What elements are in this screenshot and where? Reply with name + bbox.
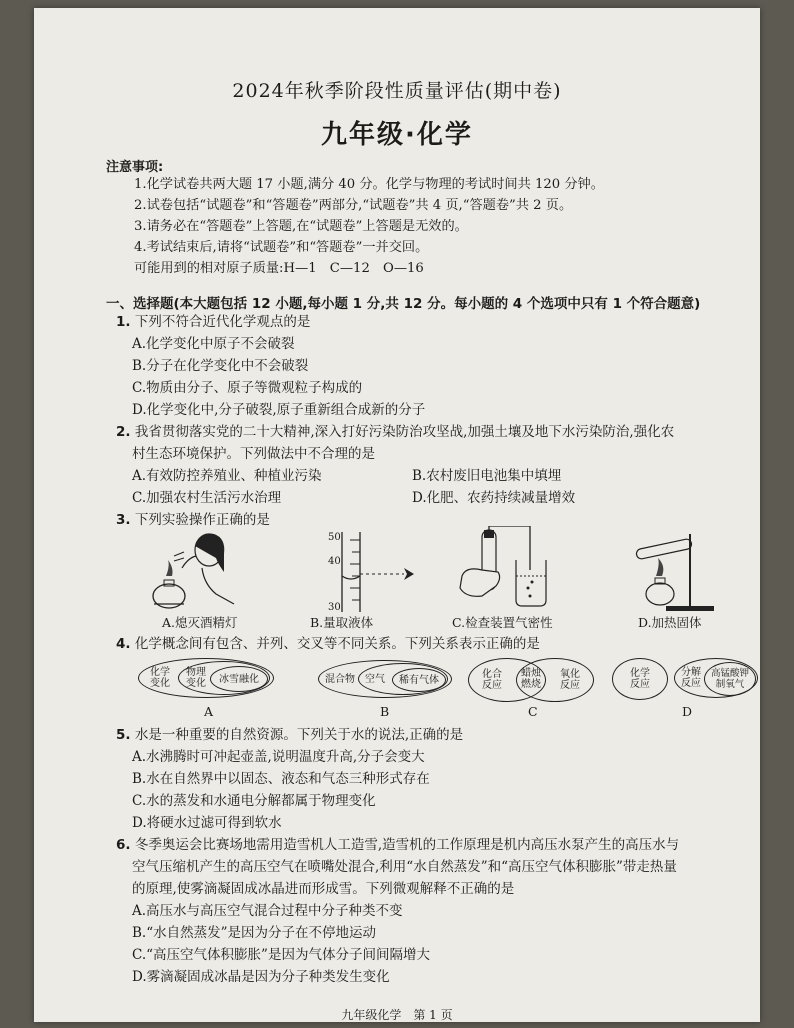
- question-6: [116, 836, 679, 855]
- option-d: D.将硬水过滤可得到软水: [132, 815, 282, 831]
- notice-item: 3.请务必在“答题卷”上答题,在“试题卷”上答题是无效的。: [134, 219, 468, 234]
- notice-heading: 注意事项:: [106, 160, 164, 175]
- diagram-c-mid-label: 蜡烛燃烧: [521, 668, 541, 690]
- question-number: 5.: [116, 727, 131, 743]
- figure-caption-a: A.熄灭酒精灯: [162, 615, 238, 630]
- diagram-b-inner: 稀有气体: [392, 668, 446, 692]
- diagram-a-inner: 冰雪融化: [210, 666, 268, 692]
- question-2: [116, 423, 674, 442]
- diagram-c-label: C: [528, 704, 538, 719]
- option-b: B.分子在化学变化中不会破裂: [132, 358, 309, 374]
- diagram-c-left-label: 化合反应: [482, 669, 502, 691]
- figure-caption-b: B.量取液体: [310, 615, 374, 630]
- diagram-c-right-label: 氧化反应: [560, 669, 580, 691]
- exam-page: [34, 8, 760, 1022]
- diagram-a-mid-label: 物理变化: [186, 667, 206, 689]
- figure-caption-d: D.加热固体: [638, 615, 702, 630]
- question-stem-cont: 村生态环境保护。下列做法中不合理的是: [132, 446, 375, 462]
- option-c: C.物质由分子、原子等微观粒子构成的: [132, 380, 363, 396]
- question-stem: 我省贯彻落实党的二十大精神,深入打好污染防治攻坚战,加强土壤及地下水污染防治,强化农: [134, 424, 675, 440]
- question-number: 6.: [116, 837, 131, 853]
- diagram-d-left: [612, 658, 668, 700]
- diagram-d-label: D: [682, 704, 693, 719]
- diagram-b-outer-label: 混合物: [325, 673, 355, 685]
- option-a: A.化学变化中原子不会破裂: [132, 336, 295, 352]
- exam-title: 2024年秋季阶段性质量评估(期中卷): [232, 80, 562, 102]
- option-d: D.雾滴凝固成冰晶是因为分子种类发生变化: [132, 969, 390, 985]
- option-b: B.水在自然界中以固态、液态和气态三种形式存在: [132, 771, 430, 787]
- diagram-b-label: B: [380, 704, 390, 719]
- question-stem: 化学概念间有包含、并列、交叉等不同关系。下列关系表示正确的是: [134, 636, 540, 652]
- question-stem-cont: 的原理,使雾滴凝固成冰晶进而形成雪。下列微观解释不正确的是: [132, 881, 515, 897]
- exam-subtitle: 九年级·化学: [321, 120, 473, 150]
- option-c: C.“高压空气体积膨胀”是因为气体分子间间隔增大: [132, 947, 430, 963]
- question-stem-cont: 空气压缩机产生的高压空气在喷嘴处混合,利用“水自然蒸发”和“高压空气体积膨胀”带走热量: [132, 859, 677, 875]
- question-number: 2.: [116, 424, 131, 440]
- option-b: B.“水自然蒸发”是因为分子在不停地运动: [132, 925, 377, 941]
- question-4: [116, 635, 540, 654]
- figure-caption-c: C.检查装置气密性: [452, 615, 553, 630]
- question-number: 3.: [116, 512, 131, 528]
- scale-label-40: 40: [328, 556, 341, 567]
- airtightness-check-figure: [442, 526, 552, 614]
- question-number: 4.: [116, 636, 131, 652]
- option-a: A.水沸腾时可冲起壶盖,说明温度升高,分子会变大: [132, 749, 425, 765]
- question-stem: 水是一种重要的自然资源。下列关于水的说法,正确的是: [134, 727, 464, 743]
- question-stem: 下列不符合近代化学观点的是: [134, 314, 311, 330]
- question-stem: 冬季奥运会比赛场地需用造雪机人工造雪,造雪机的工作原理是机内高压水泵产生的高压水与: [134, 837, 680, 853]
- notice-item: 4.考试结束后,请将“试题卷”和“答题卷”一并交回。: [134, 240, 429, 255]
- diagram-d-left-label: 化学反应: [630, 668, 650, 690]
- notice-item: 1.化学试卷共两大题 17 小题,满分 40 分。化学与物理的考试时间共 120 分钟。: [134, 177, 604, 192]
- option-c: C.水的蒸发和水通电分解都属于物理变化: [132, 793, 376, 809]
- question-1: [116, 313, 310, 332]
- question-number: 1.: [116, 314, 131, 330]
- diagram-b-mid-label: 空气: [365, 673, 385, 685]
- scale-label-30: 30: [328, 602, 341, 613]
- blow-out-lamp-figure: [144, 528, 244, 614]
- notice-item: 2.试卷包括“试题卷”和“答题卷”两部分,“试题卷”共 4 页,“答题卷”共 2 页。: [134, 198, 573, 213]
- diagram-d-inner: [704, 662, 756, 696]
- scale-label-50: 50: [328, 532, 341, 543]
- diagram-d-mid-label: 分解反应: [681, 667, 701, 689]
- option-d: D.化学变化中,分子破裂,原子重新组合成新的分子: [132, 402, 426, 418]
- heating-solid-figure: [620, 524, 730, 612]
- diagram-a-outer-label: 化学变化: [150, 667, 170, 689]
- option-a: A.有效防控养殖业、种植业污染: [132, 468, 322, 484]
- question-stem: 下列实验操作正确的是: [134, 512, 270, 528]
- option-c: C.加强农村生活污水治理: [132, 490, 282, 506]
- section-heading: 一、选择题(本大题包括 12 小题,每小题 1 分,共 12 分。每小题的 4 个选项中只有 1 个符合题意): [106, 296, 701, 312]
- page-footer: 九年级化学 第 1 页: [341, 1008, 453, 1022]
- diagram-d-inner-label: 高锰酸钾制氧气: [710, 668, 749, 690]
- atomic-mass-note: 可能用到的相对原子质量:H—1 C—12 O—16: [134, 261, 424, 276]
- option-a: A.高压水与高压空气混合过程中分子种类不变: [132, 903, 403, 919]
- option-b: B.农村废旧电池集中填埋: [412, 468, 562, 484]
- option-d: D.化肥、农药持续减量增效: [412, 490, 576, 506]
- diagram-a-label: A: [204, 704, 214, 719]
- question-5: [116, 726, 463, 745]
